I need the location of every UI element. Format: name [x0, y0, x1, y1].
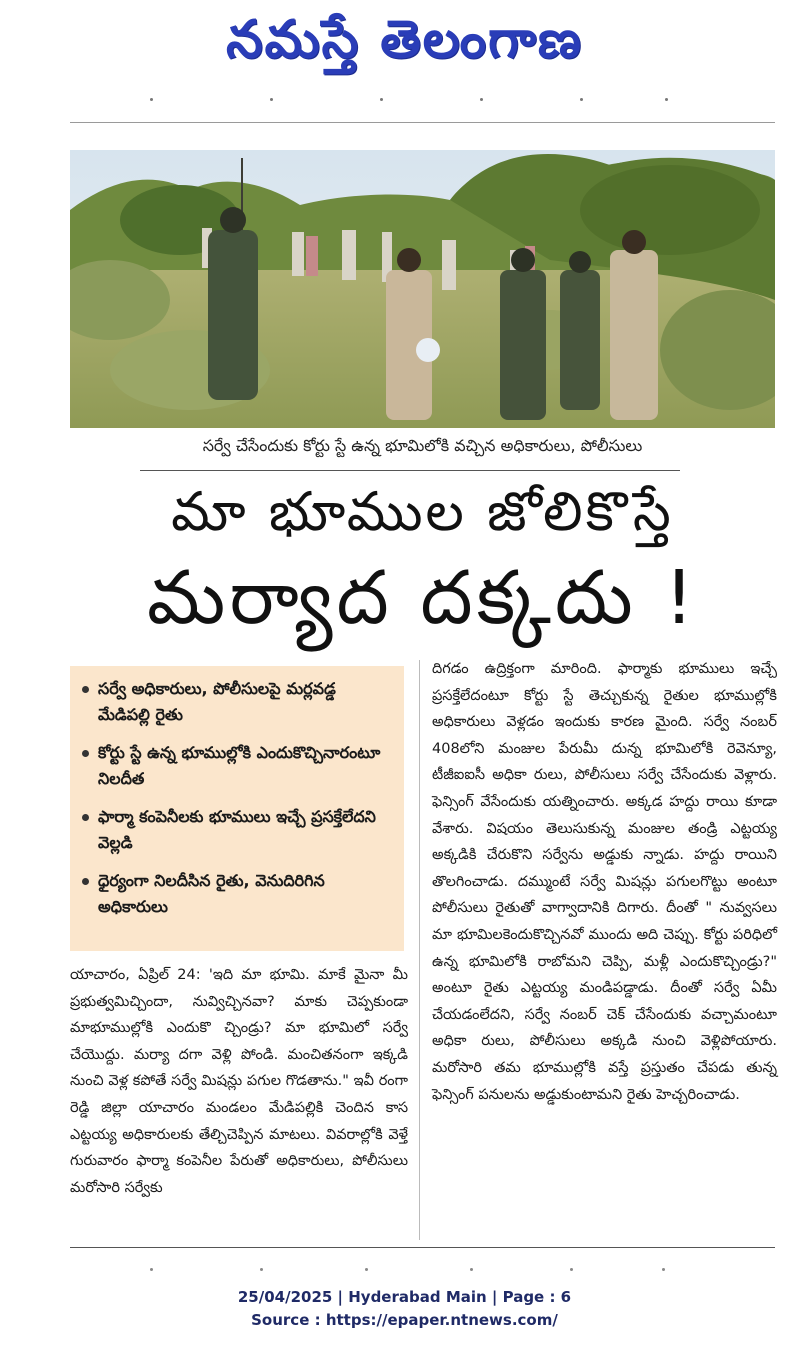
photo-caption: సర్వే చేసేందుకు కోర్టు స్టే ఉన్న భూమిలోకి వచ్చిన అధికారులు, పోలీసులు — [202, 436, 643, 455]
article-column-right: దిగడం ఉద్రిక్తంగా మారింది. ఫార్మాకు భూములు ఇచ్చే ప్రసక్తేలేదంటూ కోర్టు స్టే తెచ్చుకున్న రైతుల భూముల్లోకి అధికారులు వెళ్లడం ఇందుకు కారణ మైంది. సర్వే నంబర్ 408లోని మంజుల పేరుమీ దున్న భూమిలోకి రెవెన్యూ, టీజీఐఐసీ అధికా రులు, పోలీసులు సర్వే చేసేందుకు వెళ్లారు. ఫెన్సింగ్ వేసేందుకు యత్నించారు. అక్కడ హద్దు రాయి కూడా వేశారు. విషయం తెలుసుకున్న మంజుల తండ్రి ఎట్టయ్య అక్కడికి చేరుకొని సర్వేను అడ్డుకు న్నాడు. హద్దు రాయిని తొలగించాడు. దమ్ముంటే సర్వే మిషన్లు పగులగొట్టు అంటూ పోలీసులు రైతుతో వాగ్వాదానికి దిగారు. దీంతో " నువ్వసలు మా భూమిలకెందుకొచ్చినవో ముందు అది చెప్పు. కోర్టు పరిధిలో ఉన్న భూమిలోకి రాబోమని చెప్పి, మళ్లీ ఎందుకొచ్చిండ్రు?" అంటూ రైతు ఎట్టయ్య మండిపడ్డాడు. దీంతో సర్వే ఏమీ చేయడంలేదని, సర్వే నంబర్ చెక్ చేసేందుకు వచ్చామంటూ అధికా రులు, పోలీసులు అక్కడి నుంచి వెళ్లిపోయారు. మరోసారి తమ భూముల్లోకి వస్తే ప్రస్తుతం చేపడు తున్న ఫెన్సింగ్ పనులను అడ్డుకుంటామని రైతు హెచ్చరించాడు. — [432, 661, 777, 1103]
highlight-item: కోర్టు స్టే ఉన్న భూముల్లోకి ఎందుకొచ్చినారంటూ నిలదీత — [82, 740, 392, 792]
highlight-item: సర్వే అధికారులు, పోలీసులపై మర్లవడ్డ మేడిపల్లి రైతు — [82, 676, 392, 728]
news-photo — [70, 150, 775, 428]
headline-line-2: మర్యాద దక్కదు ! — [147, 555, 698, 641]
bullet-icon — [82, 814, 89, 821]
newspaper-logo: నమస్తే తెలంగాణ — [226, 9, 583, 70]
bullet-icon — [82, 750, 89, 757]
highlights-list — [82, 676, 392, 920]
column-divider — [419, 660, 420, 1240]
footer-dots — [150, 1268, 670, 1274]
masthead-divider — [70, 122, 775, 123]
edition-info: 25/04/2025 | Hyderabad Main | Page : 6 — [237, 1288, 572, 1306]
source-link[interactable]: Source : https://epaper.ntnews.com/ — [251, 1311, 558, 1329]
highlight-item: ధైర్యంగా నిలదీసిన రైతు, వెనుదిరిగిన అధికారులు — [82, 868, 392, 920]
masthead — [0, 0, 809, 92]
footer-divider — [70, 1247, 775, 1248]
headline-line-1: మా భూముల జోలికొస్తే — [171, 480, 674, 543]
highlight-item: ఫార్మా కంపెనీలకు భూములు ఇచ్చే ప్రసక్తేలేదని వెల్లడి — [82, 804, 392, 856]
highlights-box — [70, 666, 404, 951]
article-column-left: యాచారం, ఏప్రిల్ 24: 'ఇది మా భూమి. మాకే మైనా మీ ప్రభుత్వమిచ్చిందా, నువ్విచ్చినవా? మాకు చెప్పకుండా మాభూముల్లోకి ఎందుకొ చ్చిండ్రు? మా భూమిలో సర్వే చేయొద్దు. మర్యా దగా వెళ్లి పోండి. మంచితనంగా ఇక్కడి నుంచి వెళ్ల కపోతే సర్వే మిషన్లు పగుల గొడతాను." ఇవీ రంగా రెడ్డి జిల్లా యాచారం మండలం మేడిపల్లికి చెందిన కాస ఎట్టయ్య అధికారులకు తేల్చిచెప్పిన మాటలు. వివరాల్లోకి వెళ్తే గురువారం ఫార్మా కంపెనీల పేరుతో అధికారులు, పోలీసులు మరోసారి సర్వేకు — [70, 967, 408, 1196]
caption-divider — [140, 470, 680, 471]
masthead-dots — [150, 98, 670, 104]
field-scene-image — [70, 150, 775, 428]
bullet-icon — [82, 878, 89, 885]
bullet-icon — [82, 686, 89, 693]
